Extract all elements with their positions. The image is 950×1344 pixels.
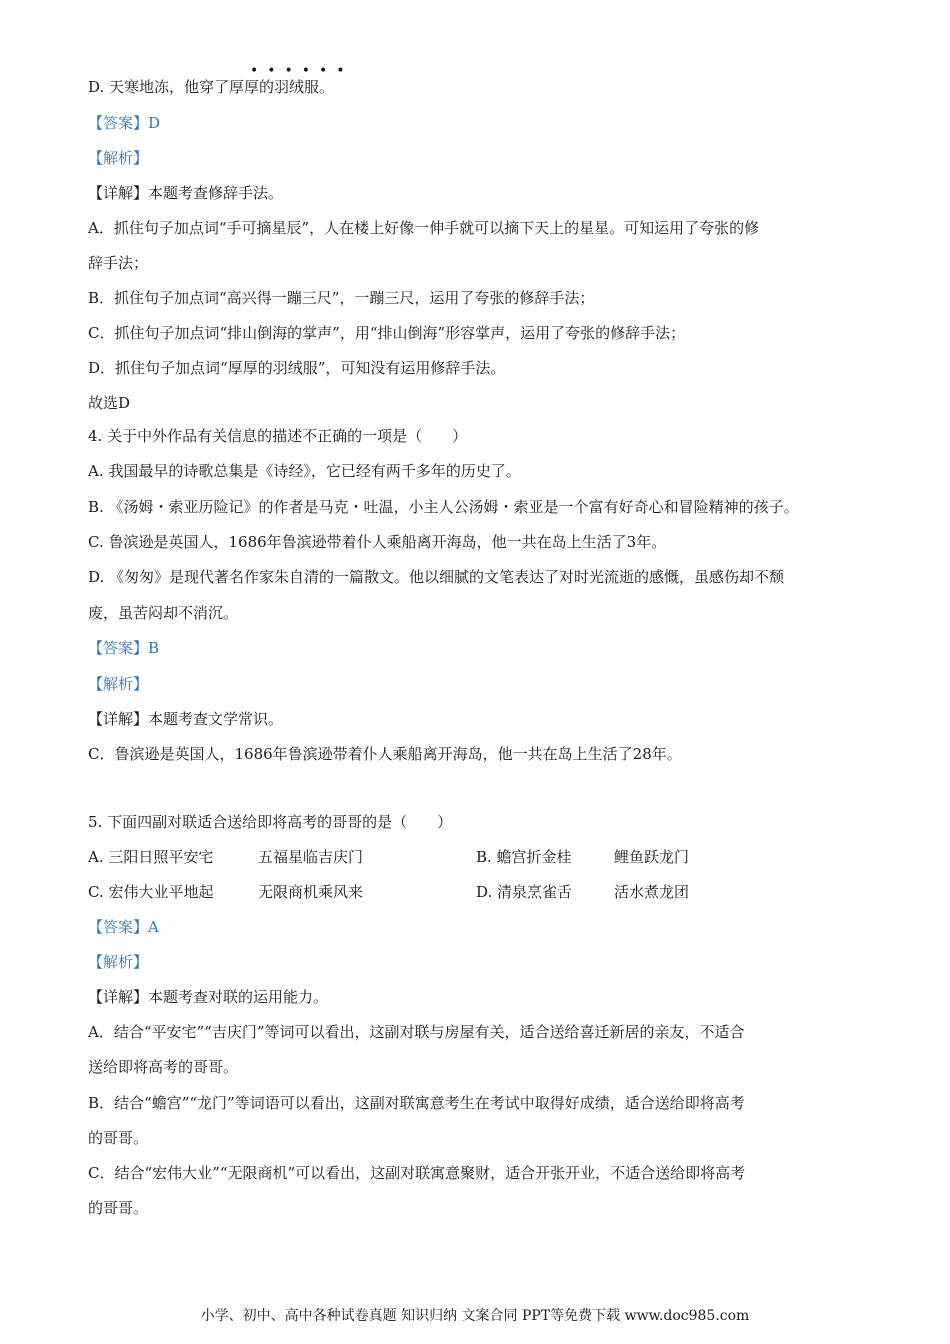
explanation-c: C．结合“宏伟大业”“无限商机”可以看出，这副对联寓意聚财，适合开张开业，不适合送给即将高考 xyxy=(88,1164,746,1182)
analysis-label: 【解析】 xyxy=(88,953,149,971)
answer-label: 【答案】B xyxy=(88,639,160,657)
explanation-a: A．抓住句子加点词“手可摘星辰”，人在楼上好像一伸手就可以摘下天上的星星。可知运用了夸张的修 xyxy=(88,219,760,237)
analysis-label: 【解析】 xyxy=(88,675,149,693)
question-4-option-a: A. 我国最早的诗歌总集是《诗经》，它已经有两千多年的历史了。 xyxy=(88,462,521,480)
detail-heading: 【详解】本题考查对联的运用能力。 xyxy=(88,988,329,1006)
couplet-a-first: A. 三阳日照平安宅 xyxy=(88,848,214,866)
couplet-d-first: D. 清泉烹雀舌 xyxy=(476,883,573,901)
explanation-b: B．抓住句子加点词“高兴得一蹦三尺”，一蹦三尺，运用了夸张的修辞手法； xyxy=(88,289,595,307)
explanation-a: A．结合“平安宅”“吉庆门”等词可以看出，这副对联与房屋有关，适合送给喜迁新居的亲友，不适合 xyxy=(88,1023,745,1041)
option-d-text: D. 天寒地冻，他穿了厚厚的羽绒服。 xyxy=(88,78,335,96)
explanation-a-cont: 辞手法； xyxy=(88,254,149,272)
question-4-option-c: C. 鲁滨逊是英国人，1686年鲁滨逊带着仆人乘船离开海岛，他一共在岛上生活了3年。 xyxy=(88,533,667,551)
couplet-c-second: 无限商机乘风来 xyxy=(258,883,364,901)
question-5: 5. 下面四副对联适合送给即将高考的哥哥的是（ ） xyxy=(88,813,453,831)
footer-link[interactable]: 小学、初中、高中各种试卷真题 知识归纳 文案合同 PPT等免费下载 www.doc985.com xyxy=(200,1308,750,1324)
analysis-label: 【解析】 xyxy=(88,149,149,167)
explanation-c: C．抓住句子加点词“排山倒海的掌声”，用“排山倒海”形容掌声，运用了夸张的修辞手法； xyxy=(88,324,686,342)
couplet-d-second: 活水煮龙团 xyxy=(614,883,690,901)
question-4-option-d-cont: 废，虽苦闷却不消沉。 xyxy=(88,604,239,622)
emphasis-dots: •••••• xyxy=(250,63,354,79)
question-4-option-b: B. 《汤姆・索亚历险记》的作者是马克・吐温，小主人公汤姆・索亚是一个富有好奇心和冒险精神的孩子。 xyxy=(88,498,799,516)
couplet-c-first: C. 宏伟大业平地起 xyxy=(88,883,214,901)
conclusion: 故选D xyxy=(88,394,131,412)
couplet-b-second: 鲤鱼跃龙门 xyxy=(614,848,690,866)
question-4: 4. 关于中外作品有关信息的描述不正确的一项是（ ） xyxy=(88,427,468,445)
couplet-b-first: B. 蟾宫折金桂 xyxy=(476,848,572,866)
question-4-option-d: D. 《匆匆》是现代著名作家朱自清的一篇散文。他以细腻的文笔表达了对时光流逝的感慨，虽感伤却不颓 xyxy=(88,568,785,586)
answer-label: 【答案】A xyxy=(88,918,159,936)
explanation-a-cont: 送给即将高考的哥哥。 xyxy=(88,1058,239,1076)
explanation-d: D．抓住句子加点词“厚厚的羽绒服”，可知没有运用修辞手法。 xyxy=(88,359,506,377)
explanation-b: B．结合“蟾宫”“龙门”等词语可以看出，这副对联寓意考生在考试中取得好成绩，适合送给即将高考 xyxy=(88,1094,745,1112)
detail-heading: 【详解】本题考查文学常识。 xyxy=(88,710,284,728)
explanation-c-cont: 的哥哥。 xyxy=(88,1199,149,1217)
explanation-b-cont: 的哥哥。 xyxy=(88,1129,149,1147)
explanation-c: C．鲁滨逊是英国人，1686年鲁滨逊带着仆人乘船离开海岛，他一共在岛上生活了28年。 xyxy=(88,745,682,763)
couplet-a-second: 五福星临吉庆门 xyxy=(258,848,364,866)
detail-heading: 【详解】本题考查修辞手法。 xyxy=(88,184,284,202)
answer-label: 【答案】D xyxy=(88,114,161,132)
